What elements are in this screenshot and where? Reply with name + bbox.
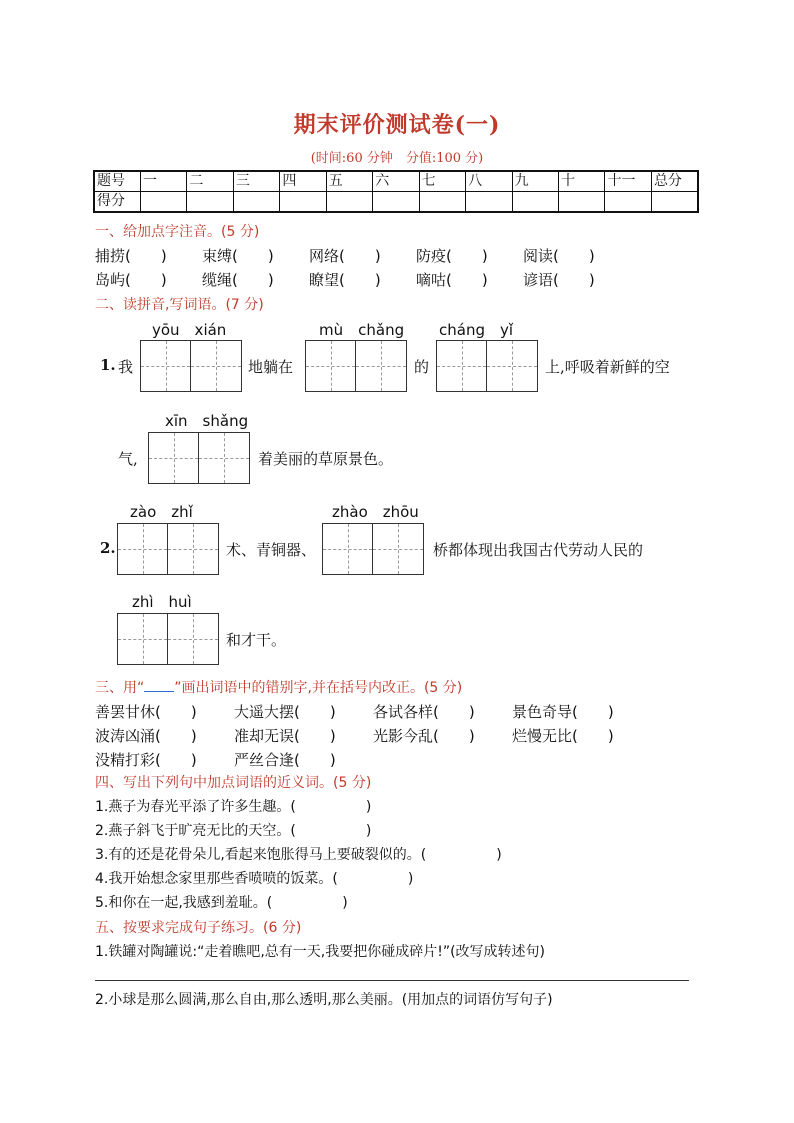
section-2-heading: 二、读拼音,写词语。(7 分): [95, 297, 264, 313]
score-input-cell[interactable]: [373, 192, 419, 213]
question-5-2: 2.小球是那么圆满,那么自由,那么透明,那么美丽。(用加点的词语仿写句子): [95, 992, 553, 1008]
correction-item[interactable]: 各试各样( ): [373, 703, 475, 721]
sentence-text: 我: [118, 358, 134, 376]
pinyin-5: zào zhǐ: [130, 503, 193, 521]
score-header-cell: 十: [559, 171, 605, 192]
correction-item[interactable]: 烂慢无比( ): [512, 727, 614, 745]
score-input-cell[interactable]: [512, 192, 558, 213]
score-header-cell: 十一: [605, 171, 651, 192]
score-input-cell[interactable]: [326, 192, 372, 213]
section-5-heading: 五、按要求完成句子练习。(6 分): [95, 920, 302, 936]
score-input-cell[interactable]: [651, 192, 698, 213]
underline-sample: [144, 679, 174, 692]
score-input-cell[interactable]: [140, 192, 186, 213]
pinyin-4: xīn shǎng: [165, 412, 249, 430]
sentence-text: 着美丽的草原景色。: [258, 450, 394, 468]
pinyin-item[interactable]: 谚语( ): [523, 271, 595, 289]
section-3-heading: 三、用“ ”画出词语中的错别字,并在括号内改正。(5 分): [95, 680, 463, 696]
writing-grid[interactable]: [305, 340, 407, 392]
score-input-cell[interactable]: [466, 192, 512, 213]
score-input-cell[interactable]: [233, 192, 279, 213]
synonym-question[interactable]: 4.我开始想念家里那些香喷喷的饭菜。( ): [95, 871, 414, 887]
writing-grid[interactable]: [140, 340, 242, 392]
correction-item[interactable]: 没精打彩( ): [95, 751, 197, 769]
correction-item[interactable]: 景色奇导( ): [512, 703, 614, 721]
page-title: 期末评价测试卷(一): [293, 112, 501, 138]
pinyin-7: zhì huì: [132, 593, 192, 611]
score-header-cell: 五: [326, 171, 372, 192]
pinyin-item[interactable]: 网络( ): [309, 247, 381, 265]
question-5-1: 1.铁罐对陶罐说:“走着瞧吧,总有一天,我要把你碰成碎片!”(改写成转述句): [95, 944, 546, 960]
score-header-cell: 七: [419, 171, 465, 192]
score-label-cell: 得分: [94, 192, 140, 213]
writing-grid[interactable]: [148, 432, 250, 484]
sentence-text: 和才干。: [226, 631, 287, 649]
correction-item[interactable]: 波涛凶涌( ): [95, 727, 197, 745]
pinyin-item[interactable]: 束缚( ): [202, 247, 274, 265]
correction-item[interactable]: 严丝合逢( ): [234, 751, 336, 769]
score-input-cell[interactable]: [280, 192, 326, 213]
correction-item[interactable]: 准却无误( ): [234, 727, 336, 745]
correction-item[interactable]: 善罢甘休( ): [95, 703, 197, 721]
pinyin-item[interactable]: 缆绳( ): [202, 271, 274, 289]
page-subtitle: (时间:60 分钟 分值:100 分): [310, 151, 484, 166]
score-header-cell: 三: [233, 171, 279, 192]
synonym-question[interactable]: 5.和你在一起,我感到羞耻。( ): [95, 895, 348, 911]
pinyin-item[interactable]: 岛屿( ): [95, 271, 167, 289]
pinyin-item[interactable]: 捕捞( ): [95, 247, 167, 265]
pinyin-item[interactable]: 嘀咕( ): [416, 271, 488, 289]
score-header-cell: 八: [466, 171, 512, 192]
score-header-cell: 二: [187, 171, 233, 192]
correction-item[interactable]: 大遥大摆( ): [234, 703, 336, 721]
answer-line[interactable]: [95, 980, 689, 981]
score-input-cell[interactable]: [419, 192, 465, 213]
score-header-cell: 一: [140, 171, 186, 192]
score-header-cell: 九: [512, 171, 558, 192]
section-1-heading: 一、给加点字注音。(5 分): [95, 224, 260, 240]
question-number: 2.: [100, 539, 116, 557]
writing-grid[interactable]: [117, 523, 219, 575]
score-input-cell[interactable]: [559, 192, 605, 213]
score-header-cell: 总分: [651, 171, 698, 192]
sentence-text: 上,呼吸着新鲜的空: [545, 358, 670, 376]
sentence-text: 气,: [118, 450, 138, 468]
pinyin-item[interactable]: 防疫( ): [416, 247, 488, 265]
writing-grid[interactable]: [117, 613, 219, 665]
writing-grid[interactable]: [322, 523, 424, 575]
writing-grid[interactable]: [436, 340, 538, 392]
pinyin-item[interactable]: 瞭望( ): [309, 271, 381, 289]
section-4-heading: 四、写出下列句中加点词语的近义词。(5 分): [95, 775, 372, 791]
sentence-text: 地躺在: [248, 358, 294, 376]
pinyin-1: yōu xián: [152, 321, 227, 339]
synonym-question[interactable]: 2.燕子斜飞于旷亮无比的天空。( ): [95, 823, 372, 839]
sentence-text: 术、青铜器、: [226, 541, 317, 559]
sentence-text: 桥都体现出我国古代劳动人民的: [433, 541, 644, 559]
score-header-cell: 四: [280, 171, 326, 192]
pinyin-2: mù chǎng: [319, 321, 405, 339]
pinyin-item[interactable]: 阅读( ): [523, 247, 595, 265]
synonym-question[interactable]: 3.有的还是花骨朵儿,看起来饱胀得马上要破裂似的。( ): [95, 847, 502, 863]
score-input-cell[interactable]: [187, 192, 233, 213]
question-number: 1.: [100, 356, 116, 374]
pinyin-6: zhào zhōu: [332, 503, 419, 521]
correction-item[interactable]: 光影今乱( ): [373, 727, 475, 745]
pinyin-3: cháng yǐ: [439, 321, 514, 339]
synonym-question[interactable]: 1.燕子为春光平添了许多生趣。( ): [95, 799, 372, 815]
sentence-text: 的: [414, 358, 430, 376]
score-header-cell: 题号: [94, 171, 140, 192]
score-table: [93, 170, 699, 213]
score-header-cell: 六: [373, 171, 419, 192]
score-input-cell[interactable]: [605, 192, 651, 213]
